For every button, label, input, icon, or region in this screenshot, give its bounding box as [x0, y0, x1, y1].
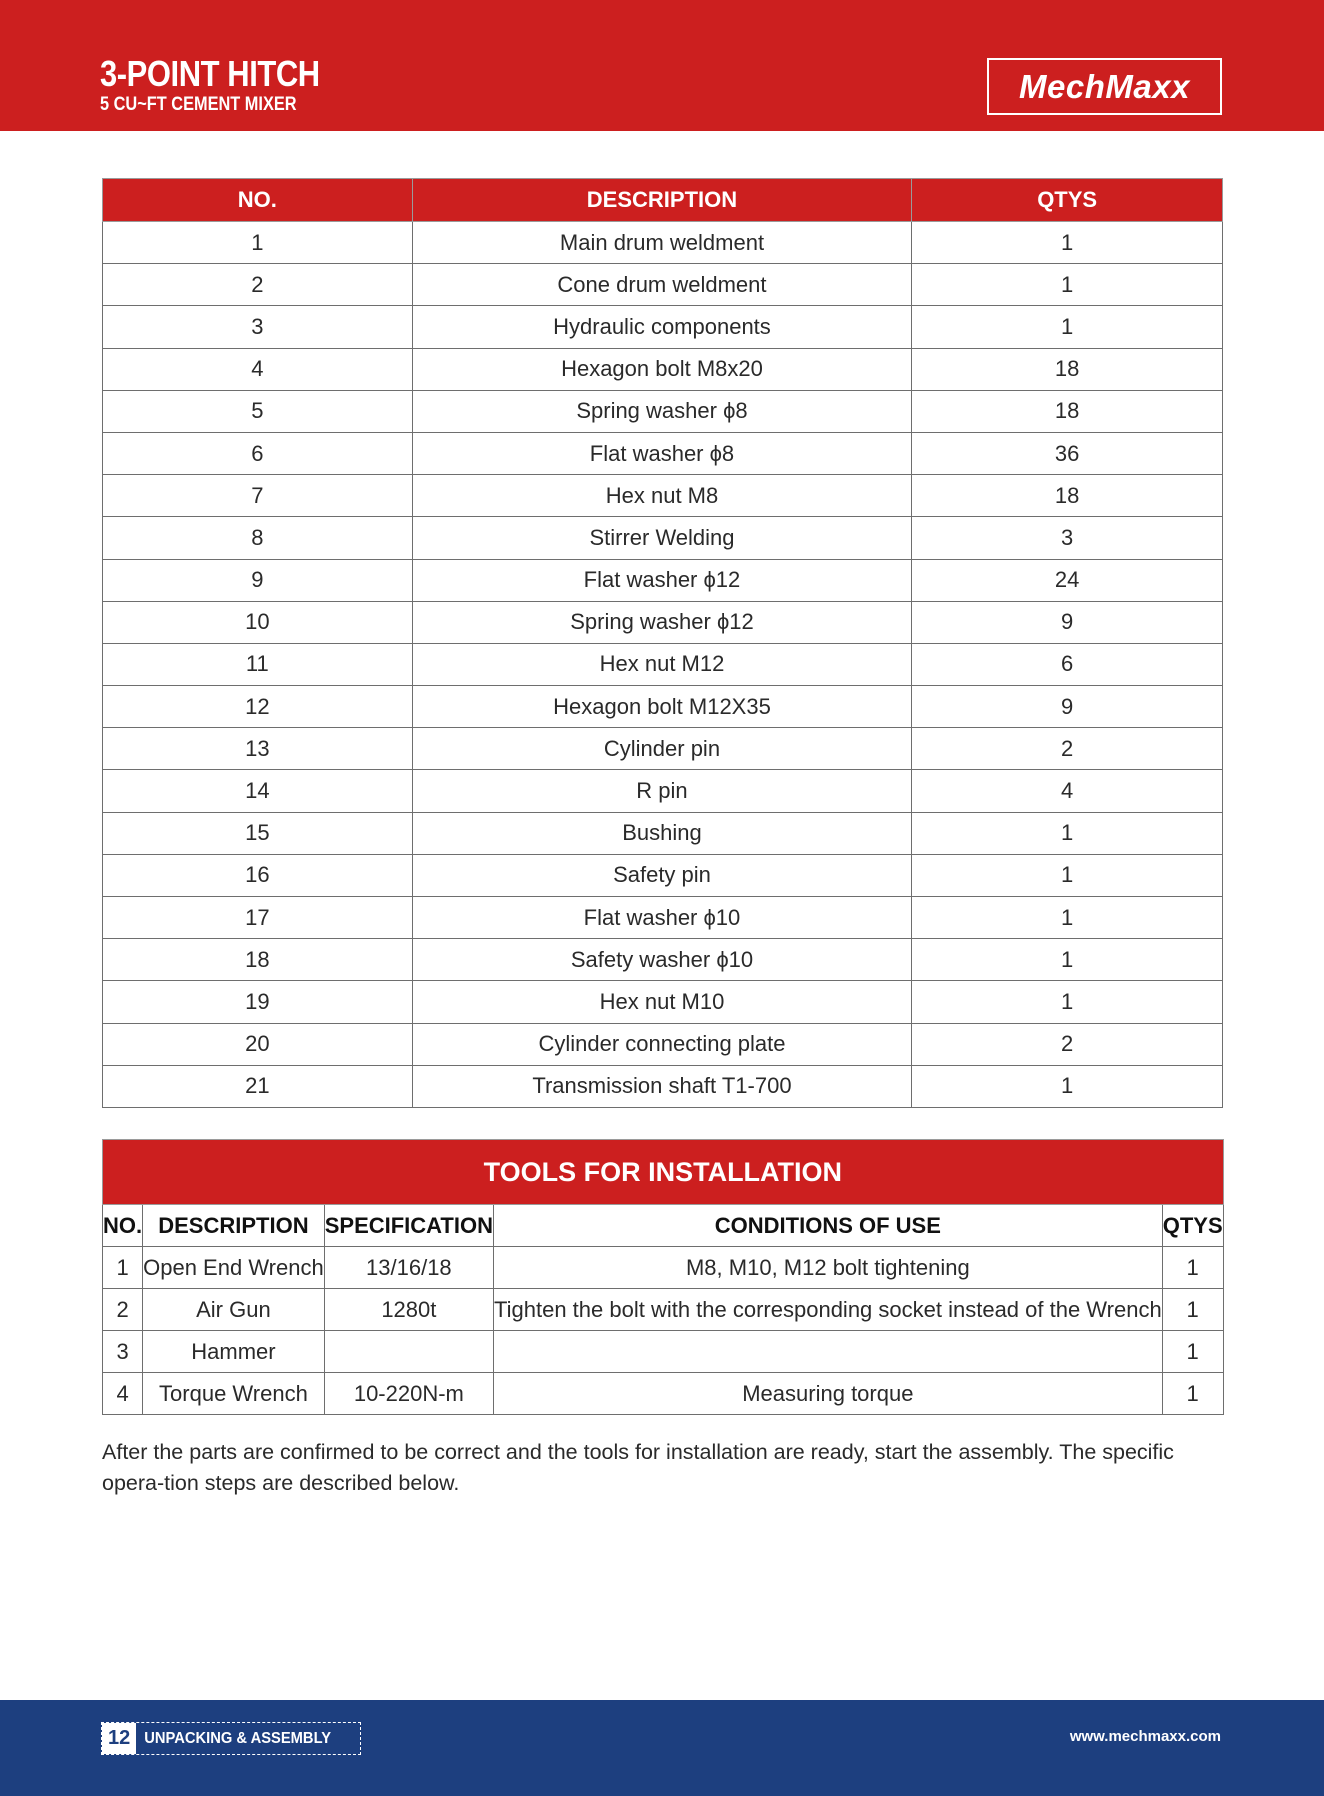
- parts-cell-description: Flat washer ϕ12: [412, 559, 912, 601]
- parts-header-no: NO.: [103, 179, 413, 222]
- tools-cell-no: 1: [103, 1247, 143, 1289]
- parts-cell-no: 7: [103, 475, 413, 517]
- tools-cell-qty: 1: [1162, 1247, 1223, 1289]
- parts-cell-qty: 18: [912, 390, 1223, 432]
- tools-table-title: TOOLS FOR INSTALLATION: [103, 1140, 1224, 1205]
- table-row: [103, 897, 1223, 939]
- document-title: 3-POINT HITCH: [100, 53, 320, 94]
- parts-cell-description: Spring washer ϕ8: [412, 390, 912, 432]
- parts-header-description: DESCRIPTION: [412, 179, 912, 222]
- parts-cell-description: Main drum weldment: [412, 222, 912, 264]
- parts-cell-description: Flat washer ϕ10: [412, 897, 912, 939]
- tools-cell-conditions: Tighten the bolt with the corresponding socket instead of the Wrench: [493, 1289, 1162, 1331]
- parts-cell-qty: 1: [912, 264, 1223, 306]
- parts-cell-qty: 9: [912, 686, 1223, 728]
- table-row: [103, 728, 1223, 770]
- tools-header-specification: SPECIFICATION: [324, 1205, 493, 1247]
- parts-cell-qty: 1: [912, 306, 1223, 348]
- parts-cell-description: Safety washer ϕ10: [412, 939, 912, 981]
- parts-cell-description: R pin: [412, 770, 912, 812]
- parts-cell-no: 1: [103, 222, 413, 264]
- tools-cell-conditions: [493, 1331, 1162, 1373]
- tools-cell-specification: 1280t: [324, 1289, 493, 1331]
- parts-cell-qty: 4: [912, 770, 1223, 812]
- tools-header-no: NO.: [103, 1205, 143, 1247]
- parts-cell-description: Hex nut M8: [412, 475, 912, 517]
- document-subtitle: 5 CU~FT CEMENT MIXER: [100, 94, 297, 115]
- tools-header-qtys: QTYS: [1162, 1205, 1223, 1247]
- parts-cell-no: 21: [103, 1065, 413, 1107]
- table-row: [103, 1331, 1224, 1373]
- tools-cell-no: 3: [103, 1331, 143, 1373]
- parts-cell-no: 19: [103, 981, 413, 1023]
- table-row: [103, 432, 1223, 474]
- parts-cell-description: Bushing: [412, 812, 912, 854]
- tools-cell-specification: 10-220N-m: [324, 1373, 493, 1415]
- table-row: [103, 559, 1223, 601]
- tools-table-header-row: [103, 1205, 1224, 1247]
- parts-cell-description: Cone drum weldment: [412, 264, 912, 306]
- parts-cell-description: Flat washer ϕ8: [412, 432, 912, 474]
- parts-cell-no: 10: [103, 601, 413, 643]
- parts-cell-description: Hex nut M10: [412, 981, 912, 1023]
- tools-cell-qty: 1: [1162, 1289, 1223, 1331]
- parts-header-qtys: QTYS: [912, 179, 1223, 222]
- table-row: [103, 1373, 1224, 1415]
- table-row: [103, 686, 1223, 728]
- footer-section-tag: [101, 1722, 361, 1755]
- parts-cell-no: 11: [103, 643, 413, 685]
- parts-cell-no: 15: [103, 812, 413, 854]
- parts-cell-description: Hexagon bolt M8x20: [412, 348, 912, 390]
- parts-cell-qty: 1: [912, 939, 1223, 981]
- table-row: [103, 854, 1223, 896]
- parts-cell-no: 12: [103, 686, 413, 728]
- parts-cell-qty: 1: [912, 981, 1223, 1023]
- table-row: [103, 601, 1223, 643]
- parts-cell-description: Cylinder connecting plate: [412, 1023, 912, 1065]
- table-row: [103, 222, 1223, 264]
- tools-cell-description: Hammer: [143, 1331, 325, 1373]
- parts-cell-no: 6: [103, 432, 413, 474]
- tools-cell-description: Air Gun: [143, 1289, 325, 1331]
- parts-cell-qty: 3: [912, 517, 1223, 559]
- page-number: 12: [102, 1723, 136, 1754]
- parts-cell-description: Spring washer ϕ12: [412, 601, 912, 643]
- parts-table: [102, 178, 1223, 1108]
- table-row: [103, 348, 1223, 390]
- section-label: UNPACKING & ASSEMBLY: [144, 1729, 332, 1747]
- parts-cell-no: 17: [103, 897, 413, 939]
- table-row: [103, 770, 1223, 812]
- assembly-intro-paragraph: After the parts are confirmed to be correct and the tools for installation are ready, start the assembly. The specific opera-tion steps are described below.: [102, 1440, 1174, 1495]
- tools-cell-qty: 1: [1162, 1331, 1223, 1373]
- parts-cell-qty: 24: [912, 559, 1223, 601]
- table-row: [103, 981, 1223, 1023]
- tools-cell-conditions: M8, M10, M12 bolt tightening: [493, 1247, 1162, 1289]
- tools-cell-no: 4: [103, 1373, 143, 1415]
- tools-cell-no: 2: [103, 1289, 143, 1331]
- parts-cell-qty: 9: [912, 601, 1223, 643]
- tools-cell-description: Open End Wrench: [143, 1247, 325, 1289]
- page-header: [0, 0, 1324, 131]
- table-row: [103, 517, 1223, 559]
- brand-logo: [987, 58, 1222, 115]
- parts-cell-qty: 1: [912, 897, 1223, 939]
- tools-header-description: DESCRIPTION: [143, 1205, 325, 1247]
- table-row: [103, 264, 1223, 306]
- table-row: [103, 1065, 1223, 1107]
- parts-cell-qty: 18: [912, 348, 1223, 390]
- parts-cell-description: Safety pin: [412, 854, 912, 896]
- tools-cell-description: Torque Wrench: [143, 1373, 325, 1415]
- parts-cell-description: Stirrer Welding: [412, 517, 912, 559]
- parts-cell-no: 5: [103, 390, 413, 432]
- parts-cell-qty: 2: [912, 1023, 1223, 1065]
- parts-cell-qty: 1: [912, 1065, 1223, 1107]
- parts-cell-no: 4: [103, 348, 413, 390]
- table-row: [103, 390, 1223, 432]
- parts-cell-no: 9: [103, 559, 413, 601]
- parts-cell-no: 18: [103, 939, 413, 981]
- table-row: [103, 812, 1223, 854]
- parts-cell-description: Cylinder pin: [412, 728, 912, 770]
- tools-title-row: [103, 1140, 1224, 1205]
- tools-header-conditions: CONDITIONS OF USE: [493, 1205, 1162, 1247]
- tools-cell-qty: 1: [1162, 1373, 1223, 1415]
- parts-cell-qty: 1: [912, 854, 1223, 896]
- tools-cell-specification: [324, 1331, 493, 1373]
- parts-cell-qty: 36: [912, 432, 1223, 474]
- parts-cell-qty: 1: [912, 812, 1223, 854]
- parts-cell-no: 3: [103, 306, 413, 348]
- parts-cell-qty: 2: [912, 728, 1223, 770]
- parts-cell-no: 2: [103, 264, 413, 306]
- table-row: [103, 475, 1223, 517]
- parts-cell-qty: 6: [912, 643, 1223, 685]
- tools-cell-specification: 13/16/18: [324, 1247, 493, 1289]
- parts-table-body: [103, 222, 1223, 1108]
- parts-cell-description: Transmission shaft T1-700: [412, 1065, 912, 1107]
- table-row: [103, 1023, 1223, 1065]
- parts-table-header-row: [103, 179, 1223, 222]
- table-row: [103, 306, 1223, 348]
- tools-table-body: [103, 1247, 1224, 1415]
- parts-cell-description: Hexagon bolt M12X35: [412, 686, 912, 728]
- parts-cell-description: Hex nut M12: [412, 643, 912, 685]
- tools-cell-conditions: Measuring torque: [493, 1373, 1162, 1415]
- website-link[interactable]: www.mechmaxx.com: [1069, 1728, 1221, 1745]
- parts-cell-qty: 1: [912, 222, 1223, 264]
- parts-cell-description: Hydraulic components: [412, 306, 912, 348]
- parts-cell-no: 16: [103, 854, 413, 896]
- table-row: [103, 939, 1223, 981]
- parts-cell-no: 20: [103, 1023, 413, 1065]
- table-row: [103, 1247, 1224, 1289]
- parts-cell-no: 14: [103, 770, 413, 812]
- parts-cell-qty: 18: [912, 475, 1223, 517]
- parts-cell-no: 13: [103, 728, 413, 770]
- brand-logo-text: MechMaxx: [1019, 67, 1190, 105]
- parts-cell-no: 8: [103, 517, 413, 559]
- table-row: [103, 1289, 1224, 1331]
- table-row: [103, 643, 1223, 685]
- tools-table: [102, 1139, 1224, 1415]
